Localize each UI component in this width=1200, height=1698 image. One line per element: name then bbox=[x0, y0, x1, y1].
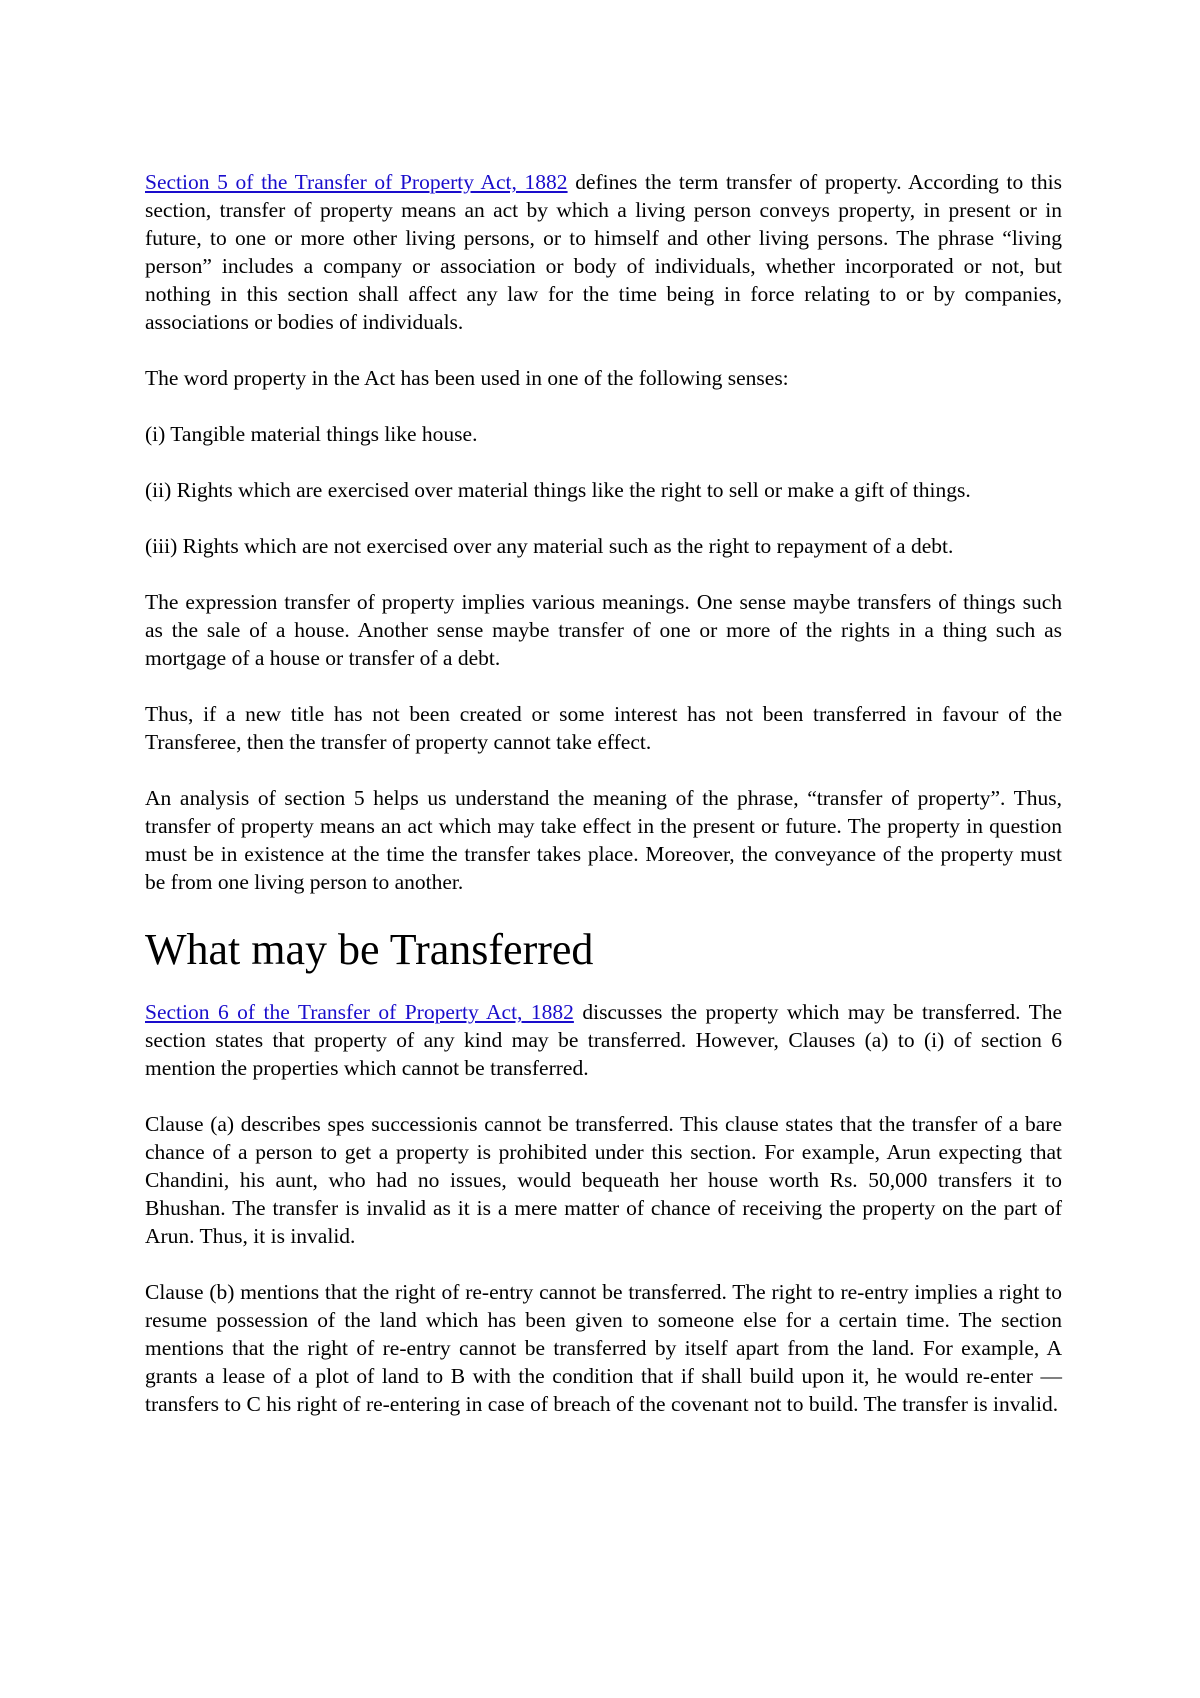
paragraph-new-title: Thus, if a new title has not been created or some interest has not been transferred in favour of the Transferee, then the transfer of property cannot take effect. bbox=[145, 702, 1062, 754]
paragraph-clause-b: Clause (b) mentions that the right of re-entry cannot be transferred. The right to re-entry implies a right to resume possession of the land which has been given to someone else for a certain time. The section mentions that the right of re-entry cannot be transferred by itself apart from the land. For example, A grants a lease of a plot of land to B with the condition that if shall build upon it, he would re-enter — transfers to C his right of re-entering in case of breach of the covenant not to build. The transfer is invalid. bbox=[145, 1280, 1062, 1416]
paragraph-analysis-section-5: An analysis of section 5 helps us understand the meaning of the phrase, “transfer of property”. Thus, transfer of property means an act which may take effect in the present or future. The property in question must be in existence at the time the transfer takes place. Moreover, the conveyance of the property must be from one living person to another. bbox=[145, 786, 1062, 894]
paragraph-property-senses-intro: The word property in the Act has been used in one of the following senses: bbox=[145, 366, 789, 390]
document-page bbox=[145, 168, 1062, 1446]
paragraph-text: discusses the property which may be transferred. The section states that property of any kind may be transferred. However, Clauses (a) to (i) of section 6 mention the properties which cannot be transferred. bbox=[145, 1000, 1062, 1080]
list-item-sense-i: (i) Tangible material things like house. bbox=[145, 422, 478, 446]
list-item-sense-iii: (iii) Rights which are not exercised over any material such as the right to repayment of a debt. bbox=[145, 534, 954, 558]
paragraph-text: defines the term transfer of property. According to this section, transfer of property means an act by which a living person conveys property, in present or in future, to one or more other living persons, or to himself and other living persons. The phrase “living person” includes a company or association or body of individuals, whether incorporated or not, but nothing in this section shall affect any law for the time being in force relating to or by companies, associations or bodies of individuals. bbox=[145, 170, 1062, 334]
paragraph-section-6-intro bbox=[145, 998, 1062, 1082]
section-heading: What may be Transferred bbox=[145, 925, 594, 974]
section-5-link[interactable]: Section 5 of the Transfer of Property Act, 1882 bbox=[145, 170, 568, 194]
paragraph-clause-a: Clause (a) describes spes successionis cannot be transferred. This clause states that the transfer of a bare chance of a person to get a property is prohibited under this section. For example, Arun expecting that Chandini, his aunt, who had no issues, would bequeath her house worth Rs. 50,000 transfers it to Bhushan. The transfer is invalid as it is a mere matter of chance of receiving the property on the part of Arun. Thus, it is invalid. bbox=[145, 1112, 1062, 1248]
section-6-link[interactable]: Section 6 of the Transfer of Property Act, 1882 bbox=[145, 1000, 574, 1024]
list-item-sense-ii: (ii) Rights which are exercised over material things like the right to sell or make a gift of things. bbox=[145, 478, 971, 502]
paragraph-section-5-definition bbox=[145, 168, 1062, 336]
paragraph-expression-meanings: The expression transfer of property implies various meanings. One sense maybe transfers of things such as the sale of a house. Another sense maybe transfer of one or more of the rights in a thing such as mortgage of a house or transfer of a debt. bbox=[145, 590, 1062, 670]
